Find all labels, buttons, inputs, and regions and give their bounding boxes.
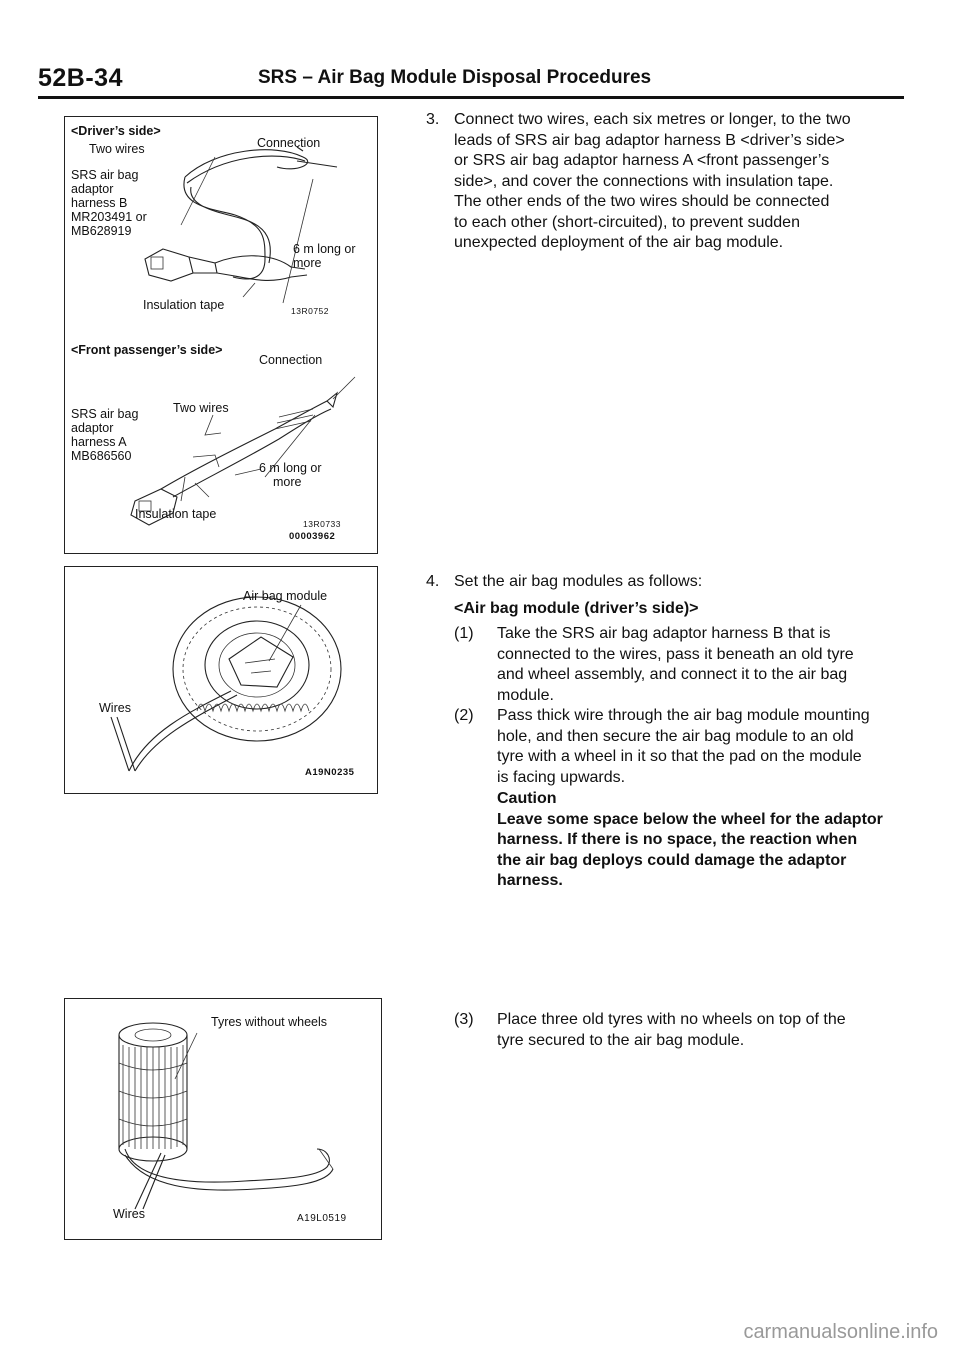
connection-label-2: Connection [259, 353, 323, 367]
substep-2-line: tyre with a wheel in it so that the pad on the module [497, 748, 862, 765]
figure-code-4: A19N0235 [305, 767, 355, 778]
substep-3 [454, 1010, 904, 1054]
step-3-line: or SRS air bag adaptor harness A <front passenger’s [454, 152, 830, 169]
substep-2-line: is facing upwards. [497, 768, 626, 786]
substep-2-text [497, 706, 870, 788]
harness-a-line-2: adaptor [71, 421, 114, 435]
substep-1-number: (1) [454, 625, 474, 642]
step-4 [426, 572, 902, 596]
substep-1-text [497, 624, 854, 706]
substep-1-line: Take the SRS air bag adaptor harness B that is [497, 625, 831, 642]
harness-a-line-3: harness A [71, 435, 127, 449]
substep-1-line: connected to the wires, pass it beneath an old tyre [497, 645, 854, 663]
substep-2-line: hole, and then secure the air bag module to an old [497, 727, 854, 745]
harness-b-line-3: harness B [71, 196, 128, 210]
insulation-tape-label-2: Insulation tape [135, 507, 217, 521]
length-label-1a: 6 m long or [293, 242, 356, 256]
page-number: 52B-34 [38, 64, 123, 92]
figure-stacked-tyres [64, 998, 382, 1240]
substep-1-line: module. [497, 686, 554, 704]
substep-2-line: Pass thick wire through the air bag module mounting [497, 707, 870, 724]
figure-tyre-with-module [64, 566, 378, 794]
caution-block [497, 789, 907, 892]
substep-3-line: tyre secured to the air bag module. [497, 1031, 745, 1049]
header-rule [38, 96, 904, 99]
figure-wiring-connection [64, 116, 378, 554]
length-label-1b: more [293, 256, 322, 270]
step-4-text: Set the air bag modules as follows: [454, 573, 703, 590]
watermark-text: carmanualsonline.info [743, 1321, 938, 1343]
substep-3-line: Place three old tyres with no wheels on top of the [497, 1011, 846, 1028]
substep-1 [454, 624, 904, 710]
step-3-line: The other ends of the two wires should be connected [454, 193, 830, 210]
harness-b-line-4: MR203491 or [71, 210, 147, 224]
insulation-tape-label-1: Insulation tape [143, 298, 225, 312]
tyres-without-wheels-label: Tyres without wheels [211, 1015, 328, 1029]
passenger-side-heading: <Front passenger’s side> [71, 343, 223, 357]
tyre-module-illustration [65, 567, 377, 793]
figure-code-2: 13R0733 [303, 519, 342, 529]
two-wires-label-2: Two wires [173, 401, 229, 415]
air-bag-module-label: Air bag module [243, 589, 328, 603]
step-3-line: to each other (short-circuited), to prevent sudden [454, 213, 800, 231]
figure-code-3: 00003962 [289, 531, 336, 542]
figure-code-1: 13R0752 [291, 306, 330, 316]
length-label-2b: more [273, 475, 302, 489]
caution-line: harness. [497, 872, 563, 889]
step-4-subheading: <Air bag module (driver’s side)> [454, 600, 699, 617]
page-title: SRS – Air Bag Module Disposal Procedures [258, 67, 652, 88]
substep-2-number: (2) [454, 707, 474, 724]
drivers-side-heading: <Driver’s side> [71, 124, 161, 138]
harness-b-line-5: MB628919 [71, 224, 132, 238]
wires-label-1: Wires [99, 701, 131, 715]
substep-1-line: and wheel assembly, and connect it to the air bag [497, 666, 848, 683]
harness-a-line-1: SRS air bag [71, 407, 139, 421]
length-label-2a: 6 m long or [259, 461, 322, 475]
step-3-line: side>, and cover the connections with insulation tape. [454, 172, 834, 190]
step-3-line: Connect two wires, each six metres or longer, to the two [454, 111, 851, 128]
step-3 [426, 110, 902, 260]
figure-code-5: A19L0519 [297, 1213, 347, 1224]
step-3-line: unexpected deployment of the air bag module. [454, 234, 784, 251]
step-4-number: 4. [426, 573, 440, 590]
substep-2 [454, 706, 904, 792]
harness-b-line-1: SRS air bag [71, 168, 139, 182]
caution-line: harness. If there is no space, the reaction when [497, 831, 858, 848]
substep-3-number: (3) [454, 1011, 474, 1028]
step-3-number: 3. [426, 111, 440, 128]
harness-b-line-2: adaptor [71, 182, 114, 196]
caution-line: the air bag deploys could damage the adaptor [497, 851, 847, 869]
harness-a-line-4: MB686560 [71, 449, 132, 463]
substep-3-text [497, 1010, 846, 1051]
stacked-tyres-illustration [65, 999, 381, 1239]
step-3-line: leads of SRS air bag adaptor harness B <driver’s side> [454, 131, 845, 149]
wires-label-2: Wires [113, 1207, 145, 1221]
caution-line: Leave some space below the wheel for the adaptor [497, 810, 883, 828]
caution-title: Caution [497, 790, 557, 807]
two-wires-label-1: Two wires [89, 142, 145, 156]
step-3-text [454, 110, 851, 254]
connection-label-1: Connection [257, 136, 321, 150]
